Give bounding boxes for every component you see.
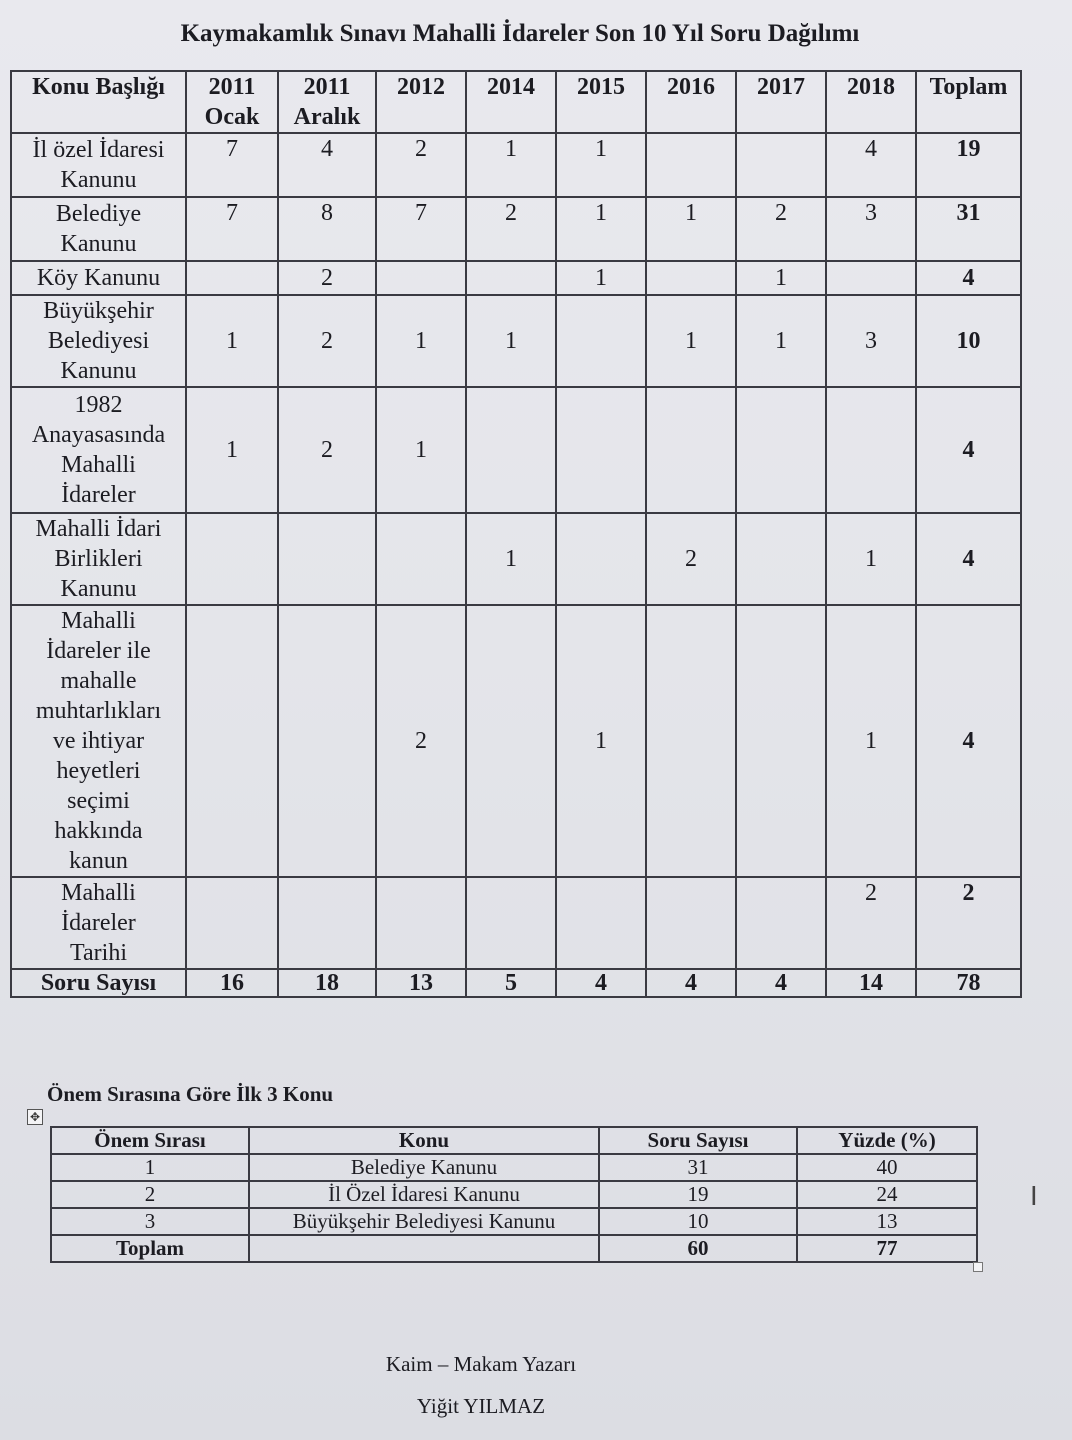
topic-line: İdareler: [61, 482, 136, 508]
row-total-cell: 10: [916, 295, 1021, 387]
count-cell: [278, 605, 376, 877]
count-cell: 2: [376, 133, 466, 197]
sum-row: [11, 969, 1021, 997]
count-cell: 2: [278, 295, 376, 387]
count-cell: 1: [826, 513, 916, 605]
rank-row: [51, 1208, 977, 1235]
table-resize-handle[interactable]: [973, 1262, 983, 1272]
header-col-9: [916, 71, 1021, 133]
topic-line: Mahalli: [61, 880, 136, 906]
header-col-5: [556, 71, 646, 133]
count-cell: [376, 877, 466, 969]
count-cell: [646, 605, 736, 877]
count-cell: [186, 261, 278, 295]
topic-line: Kanunu: [60, 231, 137, 257]
header-text-line: Konu Başlığı: [32, 74, 165, 100]
topic-line: muhtarlıkları: [35, 698, 162, 724]
count-cell: [556, 295, 646, 387]
table-row: [11, 387, 1021, 513]
count-cell: [646, 261, 736, 295]
count-cell: 2: [646, 513, 736, 605]
rank-cell: Belediye Kanunu: [249, 1154, 599, 1181]
count-cell: 7: [376, 197, 466, 261]
header-text-line: 2012: [397, 74, 445, 100]
count-cell: [736, 513, 826, 605]
text-cursor-icon: I: [1030, 1182, 1038, 1212]
header-text-line: 2011: [208, 74, 256, 100]
count-cell: [186, 513, 278, 605]
rank-total-cell: Toplam: [51, 1235, 249, 1262]
header-text-line: Toplam: [929, 74, 1008, 100]
topic-cell: [11, 387, 186, 513]
rank-cell: İl Özel İdaresi Kanunu: [249, 1181, 599, 1208]
rank-total-cell: 77: [797, 1235, 977, 1262]
header-text-line: 2018: [847, 74, 895, 100]
count-cell: 1: [376, 295, 466, 387]
count-cell: [278, 513, 376, 605]
count-cell: 1: [466, 295, 556, 387]
count-cell: [646, 133, 736, 197]
rank-section-title: Önem Sırasına Göre İlk 3 Konu: [47, 1082, 334, 1106]
count-cell: [186, 877, 278, 969]
count-cell: 1: [186, 387, 278, 513]
topic-line: Mahalli: [61, 452, 136, 478]
sum-cell: 16: [186, 969, 278, 997]
count-cell: 4: [278, 133, 376, 197]
count-cell: 1: [736, 295, 826, 387]
rank-header-cell: Yüzde (%): [797, 1127, 977, 1154]
row-total-cell: 4: [916, 605, 1021, 877]
sum-cell: 18: [278, 969, 376, 997]
table-row: [11, 513, 1021, 605]
sum-cell: 4: [646, 969, 736, 997]
topic-cell: [11, 513, 186, 605]
row-total-cell: 4: [916, 387, 1021, 513]
count-cell: [826, 261, 916, 295]
rank-row: [51, 1181, 977, 1208]
count-cell: [186, 605, 278, 877]
header-text-line: 2016: [667, 74, 715, 100]
topic-line: İdareler: [61, 910, 136, 936]
topic-line: Birlikleri: [54, 546, 143, 572]
topic-line: Mahalli İdari: [35, 516, 162, 542]
count-cell: [278, 877, 376, 969]
topic-cell: [11, 605, 186, 877]
rank-total-cell: 60: [599, 1235, 797, 1262]
topic-line: Kanunu: [60, 576, 137, 602]
header-text-line: 2017: [757, 74, 805, 100]
topic-cell: [11, 295, 186, 387]
count-cell: 3: [826, 295, 916, 387]
header-col-3: [376, 71, 466, 133]
rank-total-row: [51, 1235, 977, 1262]
table-row: [11, 877, 1021, 969]
count-cell: [646, 877, 736, 969]
rank-header-row: [51, 1127, 977, 1154]
rank-header-cell: Önem Sırası: [51, 1127, 249, 1154]
count-cell: 7: [186, 133, 278, 197]
question-distribution-table: [10, 70, 1022, 998]
header-col-1: [186, 71, 278, 133]
topic-line: Belediyesi: [47, 328, 150, 354]
sum-cell: 4: [556, 969, 646, 997]
count-cell: [376, 261, 466, 295]
table-move-handle-icon[interactable]: ✥: [27, 1109, 43, 1125]
sum-cell: 13: [376, 969, 466, 997]
page-title: Kaymakamlık Sınavı Mahalli İdareler Son 10 Yıl Soru Dağılımı: [180, 20, 860, 47]
rank-header-cell: Konu: [249, 1127, 599, 1154]
count-cell: [556, 513, 646, 605]
count-cell: 1: [186, 295, 278, 387]
table-row: [11, 295, 1021, 387]
count-cell: [736, 133, 826, 197]
signature-title: Kaim – Makam Yazarı: [385, 1352, 577, 1376]
count-cell: 1: [466, 513, 556, 605]
table-row: [11, 261, 1021, 295]
rank-cell: 1: [51, 1154, 249, 1181]
count-cell: 1: [826, 605, 916, 877]
rank-cell: 10: [599, 1208, 797, 1235]
row-total-cell: 4: [916, 513, 1021, 605]
header-topic: [11, 71, 186, 133]
count-cell: [736, 605, 826, 877]
header-text-line: Ocak: [204, 104, 260, 130]
count-cell: 2: [736, 197, 826, 261]
topic-line: Köy Kanunu: [36, 265, 161, 291]
topic-line: Kanunu: [60, 358, 137, 384]
count-cell: 1: [736, 261, 826, 295]
sum-cell: 4: [736, 969, 826, 997]
header-col-8: [826, 71, 916, 133]
header-col-2: [278, 71, 376, 133]
rank-cell: 13: [797, 1208, 977, 1235]
table-header-row: [11, 71, 1021, 133]
row-total-cell: 31: [916, 197, 1021, 261]
count-cell: 1: [646, 197, 736, 261]
topic-cell: [11, 133, 186, 197]
sum-cell: 14: [826, 969, 916, 997]
count-cell: 1: [466, 133, 556, 197]
count-cell: 1: [646, 295, 736, 387]
topic-cell: [11, 261, 186, 295]
count-cell: 1: [556, 197, 646, 261]
signature-name: Yiğit YILMAZ: [416, 1394, 546, 1418]
count-cell: [376, 513, 466, 605]
count-cell: [736, 387, 826, 513]
count-cell: 4: [826, 133, 916, 197]
count-cell: [826, 387, 916, 513]
header-col-7: [736, 71, 826, 133]
header-col-6: [646, 71, 736, 133]
header-col-4: [466, 71, 556, 133]
topic-line: Mahalli: [61, 608, 136, 634]
topic-line: Kanunu: [60, 167, 137, 193]
rank-cell: 31: [599, 1154, 797, 1181]
count-cell: [646, 387, 736, 513]
topic-line: 1982: [74, 392, 123, 418]
count-cell: 2: [826, 877, 916, 969]
count-cell: 2: [376, 605, 466, 877]
rank-cell: 19: [599, 1181, 797, 1208]
header-text-line: 2014: [487, 74, 535, 100]
count-cell: 8: [278, 197, 376, 261]
table-row: [11, 605, 1021, 877]
topic-line: ve ihtiyar: [52, 728, 145, 754]
rank-cell: 24: [797, 1181, 977, 1208]
table-row: [11, 133, 1021, 197]
count-cell: [466, 261, 556, 295]
count-cell: 1: [376, 387, 466, 513]
count-cell: [556, 387, 646, 513]
topic-line: Anayasasında: [31, 422, 166, 448]
rank-total-cell: [249, 1235, 599, 1262]
topic-line: seçimi: [67, 788, 130, 814]
count-cell: 1: [556, 605, 646, 877]
sum-cell: 5: [466, 969, 556, 997]
count-cell: [466, 605, 556, 877]
topic-line: İdareler ile: [46, 638, 151, 664]
count-cell: 1: [556, 133, 646, 197]
rank-cell: 40: [797, 1154, 977, 1181]
row-total-cell: 4: [916, 261, 1021, 295]
count-cell: [556, 877, 646, 969]
table-row: [11, 197, 1021, 261]
rank-cell: 2: [51, 1181, 249, 1208]
topic-line: heyetleri: [56, 758, 141, 784]
count-cell: 2: [466, 197, 556, 261]
header-text-line: 2011: [303, 74, 351, 100]
topic-line: kanun: [69, 848, 128, 874]
topic-line: Belediye: [55, 201, 142, 227]
top-3-topics-table: [50, 1126, 978, 1263]
header-text-line: Aralık: [293, 104, 361, 130]
topic-line: İl özel İdaresi: [32, 137, 165, 163]
rank-cell: 3: [51, 1208, 249, 1235]
count-cell: [466, 387, 556, 513]
count-cell: 3: [826, 197, 916, 261]
topic-line: hakkında: [54, 818, 143, 844]
topic-line: Büyükşehir: [43, 298, 154, 324]
rank-row: [51, 1154, 977, 1181]
count-cell: [466, 877, 556, 969]
topic-line: Tarihi: [70, 940, 127, 966]
topic-cell: [11, 197, 186, 261]
sum-cell: 78: [916, 969, 1021, 997]
count-cell: 1: [556, 261, 646, 295]
count-cell: 7: [186, 197, 278, 261]
topic-cell: [11, 877, 186, 969]
rank-cell: Büyükşehir Belediyesi Kanunu: [249, 1208, 599, 1235]
row-total-cell: 2: [916, 877, 1021, 969]
row-total-cell: 19: [916, 133, 1021, 197]
header-text-line: 2015: [577, 74, 625, 100]
sum-label: Soru Sayısı: [11, 969, 186, 997]
count-cell: 2: [278, 261, 376, 295]
rank-header-cell: Soru Sayısı: [599, 1127, 797, 1154]
count-cell: 2: [278, 387, 376, 513]
topic-line: mahalle: [60, 668, 137, 694]
count-cell: [736, 877, 826, 969]
